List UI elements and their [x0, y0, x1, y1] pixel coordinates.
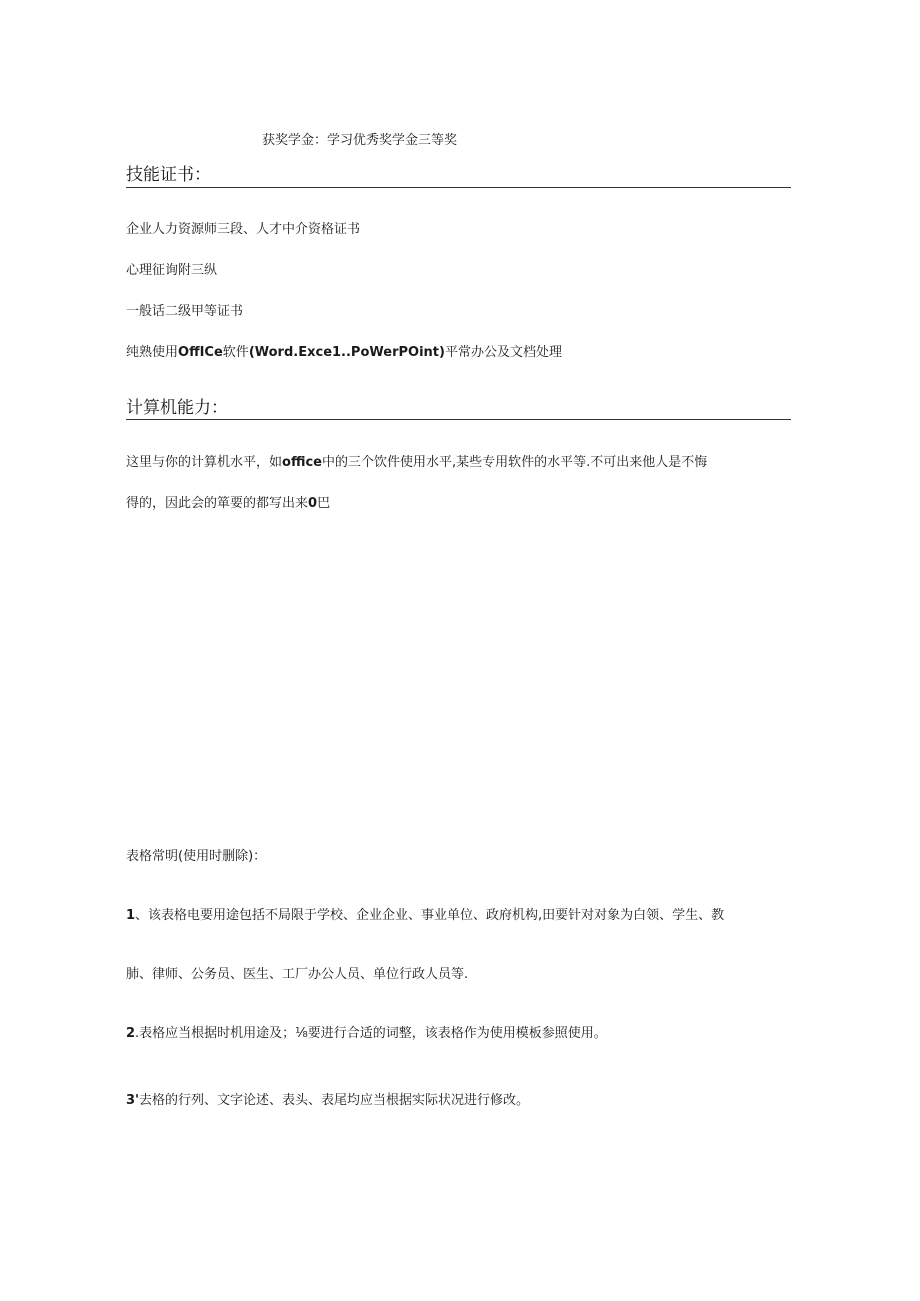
notes-item-2	[126, 1025, 607, 1043]
notes-item-2-number: 2	[126, 1026, 136, 1041]
computer-paragraph-line-1	[126, 454, 707, 472]
skills-item-office	[126, 344, 562, 362]
skills-item-psychology: 心理征询附三纵	[126, 263, 218, 278]
notes-item-3-text: 去格的行列、文字论述、表头、表尾均应当根据实际状况进行修改。	[139, 1093, 530, 1108]
notes-item-3	[126, 1092, 529, 1110]
computer-heading: 计算机能力：	[126, 398, 228, 418]
notes-item-2-text: .表格应当根据时机用途及；⅛要进行合适的词整，该表格作为使用模板参照使用。	[135, 1026, 607, 1041]
award-line: 获奖学金：学习优秀奖学金三等奖	[262, 133, 458, 148]
computer-divider	[126, 419, 791, 420]
notes-item-1-text: 、该表格电要用途包括不局限于学校、企业企业、事业单位、政府机构,田要针对对象为白领、学生、教	[135, 908, 725, 923]
office-prefix: 纯熟使用	[126, 345, 179, 360]
computer-text-e: 巴	[317, 496, 331, 511]
notes-item-1-line-2: 肺、律师、公务员、医生、工厂办公人员、单位行政人员等.	[126, 967, 469, 982]
office-apps: (Word.Exce1..PoWerPOint)	[248, 345, 445, 360]
computer-text-c: 中的三个饮件使用水平,某些专用软件的水平等.不可出来他人是不悔	[321, 455, 708, 470]
office-mid: 软件	[222, 345, 249, 360]
computer-text-a: 这里与你的计算机水平，如	[126, 455, 283, 470]
office-suffix: 平常办公及文档处理	[444, 345, 562, 360]
notes-item-1-line-1	[126, 907, 724, 925]
computer-text-office: office	[282, 455, 322, 470]
notes-item-3-number: 3'	[126, 1093, 140, 1108]
skills-item-hr-certificate: 企业人力资源师三段、人才中介资格证书	[126, 222, 361, 237]
skills-heading: 技能证书：	[126, 165, 211, 185]
skills-divider	[126, 187, 791, 188]
computer-text-d: 得的，因此会的箪要的都写出来	[126, 496, 309, 511]
notes-title: 表格常明(使用时删除)：	[126, 849, 267, 864]
computer-paragraph-line-2	[126, 495, 330, 513]
notes-item-1-number: 1	[126, 908, 136, 923]
skills-item-mandarin: 一般话二级甲等证书	[126, 304, 244, 319]
computer-text-zero: 0	[308, 496, 318, 511]
office-name: OffICe	[178, 345, 223, 360]
